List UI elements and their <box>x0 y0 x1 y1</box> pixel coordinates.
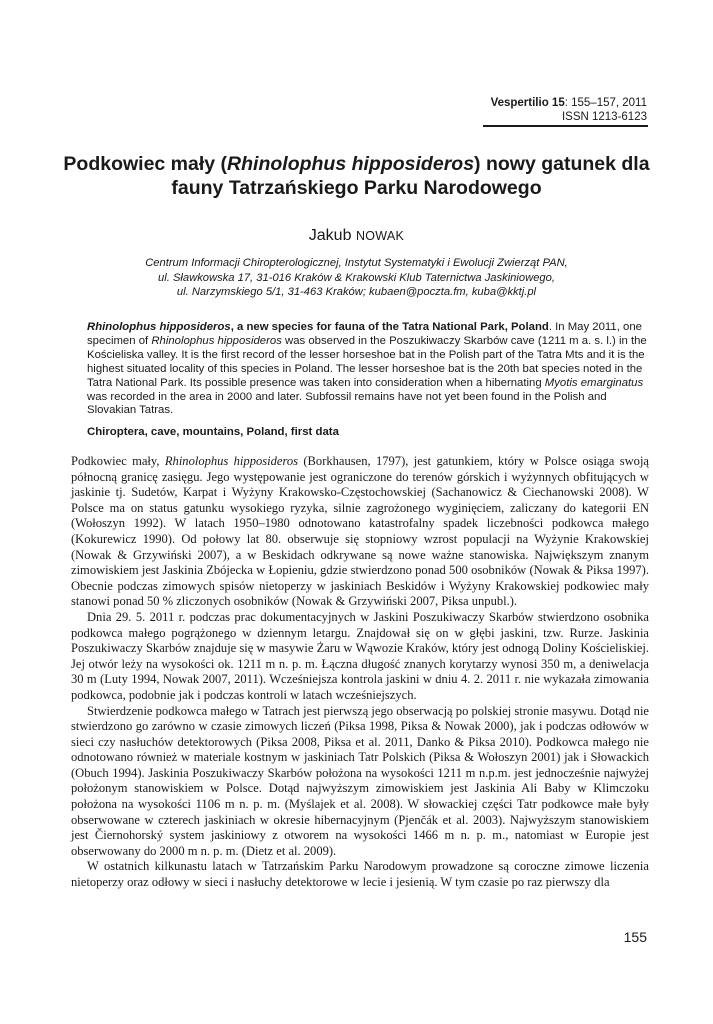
abstract <box>87 321 657 418</box>
body-paragraph-2: Dnia 29. 5. 2011 r. podczas prac dokumentacyjnych w Jaskini Poszukiwaczy Skarbów stwierdzono osobnika podkowca małego pogrążonego w dziennym letargu. Znajdował się on w głębi jaskini, tzw. Rurze. Jaskinia Poszukiwaczy Skarbów znajduje się w masywie Żaru w Wąwozie Kraków, który jest odnogą Doliny Kościeliskiej. Jej otwór leży na wysokości ok. 1211 m n. p. m. Łączna długość znanych korytarzy wynosi 350 m, a deniwelacja 30 m (Luty 1994, Nowak 2007, 2011). Wcześniejsza kontrola jaskini w dniu 4. 2. 2011 r. nie wykazała zimowania podkowca, podobnie jak i podczas kontroli w latach wcześniejszych. <box>71 609 649 702</box>
page-number: 155 <box>623 929 647 945</box>
affiliation-line-3: ul. Narzymskiego 5/1, 31-463 Kraków; kubaen@poczta.fm, kuba@kktj.pl <box>176 286 537 298</box>
journal-citation <box>491 96 647 110</box>
abstract-species: Rhinolophus hipposideros <box>151 334 282 347</box>
title-species: Rhinolophus hipposideros <box>227 153 475 175</box>
abstract-title-rest: , a new species for fauna of the Tatra National Park, Poland <box>230 321 549 333</box>
journal-name: Vespertilio 15 <box>490 97 565 109</box>
title-text-2: ) nowy gatunek dla fauny Tatrzańskiego Parku Narodowego <box>171 153 650 199</box>
author-name <box>60 227 653 245</box>
affiliation-line-1: Centrum Informacji Chiropterologicznej, Instytut Systematyki i Ewolucji Zwierząt PAN, <box>145 257 568 269</box>
abstract-title <box>87 321 549 333</box>
author-first-name: Jakub <box>308 227 352 244</box>
body-p1-text-a: Podkowiec mały, <box>71 454 165 468</box>
article-body <box>71 454 649 891</box>
author-affiliation <box>70 256 643 300</box>
journal-issn: ISSN 1213-6123 <box>561 111 647 123</box>
body-p1-species: Rhinolophus hipposideros <box>164 454 299 468</box>
body-paragraph-4: W ostatnich kilkunastu latach w Tatrzańskim Parku Narodowym prowadzone są coroczne zimowe liczenia nietoperzy oraz odłowy w sieci i nasłuchy detektorowe w lecie i jesienią. W tym czasie po raz pierwszy dla <box>71 859 649 890</box>
body-p1-text-b: (Borkhausen, 1797), jest gatunkiem, który w Polsce osiąga swoją północną granicę zasięgu. Jego występowanie jest ograniczone do terenów górskich i wyżynnych obfitujących w jaskinie tj. Sudetów, Karpat i Wyżyny Krakowsko-Częstochowskiej (Sachanowicz & Ciechanowski 2008). W Polsce ma on status gatunku wysokiego ryzyka, silnie zagrożonego wyginięciem, zaliczany do kategorii EN (Wołoszyn 1992). W latach 1950–1980 odnotowano katastrofalny spadek liczebności podkowca małego (Kokurewicz 1990). Od połowy lat 80. obserwuje się stopniowy wzrost populacji na Wyżynie Krakowskiej (Nowak & Grzywiński 2007), a w Beskidach odkrywane są nowe ważne stanowiska. Największym znanym zimowiskiem jest Jaskinia Zbójecka w Łopieniu, gdzie stwierdzono ponad 500 osobników (Nowak & Piksa 1997). Obecnie podczas zimowych spisów nietoperzy w jaskiniach Beskidów i Wyżyny Krakowskiej podkowiec mały stanowi ponad 50 % zliczonych osobników (Nowak & Grzywiński 2007, Piksa unpubl.). <box>71 454 649 609</box>
body-paragraph-3: Stwierdzenie podkowca małego w Tatrach jest pierwszą jego obserwacją po polskiej stronie masywu. Dotąd nie stwierdzono go zarówno w czasie zimowych liczeń (Piksa 1998, Piksa & Nowak 2000), jak i podczas odłowów w sieci czy nasłuchów detektorowych (Piksa 2008, Piksa et al. 2011, Danko & Piksa 2010). Podkowca małego nie odnotowano również w materiale kostnym w jaskiniach Tatr Polskich (Piksa & Wołoszyn 2001) jak i Słowackich (Obuch 1994). Jaskinia Poszukiwaczy Skarbów położona na wysokości 1211 m n.p.m. jest jednocześnie najwyżej położonym stanowiskiem w Polsce. Dotąd najwyższym zimowiskiem jest Jaskinia Ali Baby w Klimczoku położona na wysokości 1106 m n. p. m. (Myślajek et al. 2008). W słowackiej części Tatr podkowce małe były obserwowane w czterech jaskiniach w okresie hibernacyjnym (Pjenčák et al. 2003). Najwyższym stanowiskiem jest Čiernohorský system jaskiniowy z otworem na wysokości 1466 m n. p. m., natomiast w Europie jest obserwowany do 2000 m n. p. m. (Dietz et al. 2009). <box>71 703 649 858</box>
abstract-title-species: Rhinolophus hipposideros <box>87 321 231 333</box>
keywords: Chiroptera, cave, mountains, Poland, first data <box>87 426 339 438</box>
journal-pages: : 155–157, 2011 <box>564 97 647 109</box>
abstract-species-2: Myotis emarginatus <box>544 376 644 389</box>
article-title <box>60 152 653 200</box>
abstract-text-1: . In May 2011, one specimen of <box>87 321 642 347</box>
body-paragraph-1 <box>71 454 649 610</box>
affiliation-line-2: ul. Sławkowska 17, 31-016 Kraków & Krakowski Klub Taternictwa Jaskiniowego, <box>158 271 555 284</box>
author-last-name: NOWAK <box>355 229 405 243</box>
header-rule <box>483 125 648 127</box>
abstract-text-3: was recorded in the area in 2000 and later. Subfossil remains have not yet been found in the Polish and Slovakian Tatras. <box>87 390 607 417</box>
journal-header <box>491 96 647 124</box>
title-text-1: Podkowiec mały ( <box>63 153 228 175</box>
abstract-text-2: was observed in the Poszukiwaczy Skarbów cave (1211 m a. s. l.) in the Kościeliska valley. It is the first record of the lesser horseshoe bat in the Polish part of the Tatra Mts and it is the highest situated locality of this species in Poland. The lesser horseshoe bat is the 20th bat species noted in the Tatra National Park. Its possible presence was taken into consideration when a hibernating <box>87 334 647 389</box>
